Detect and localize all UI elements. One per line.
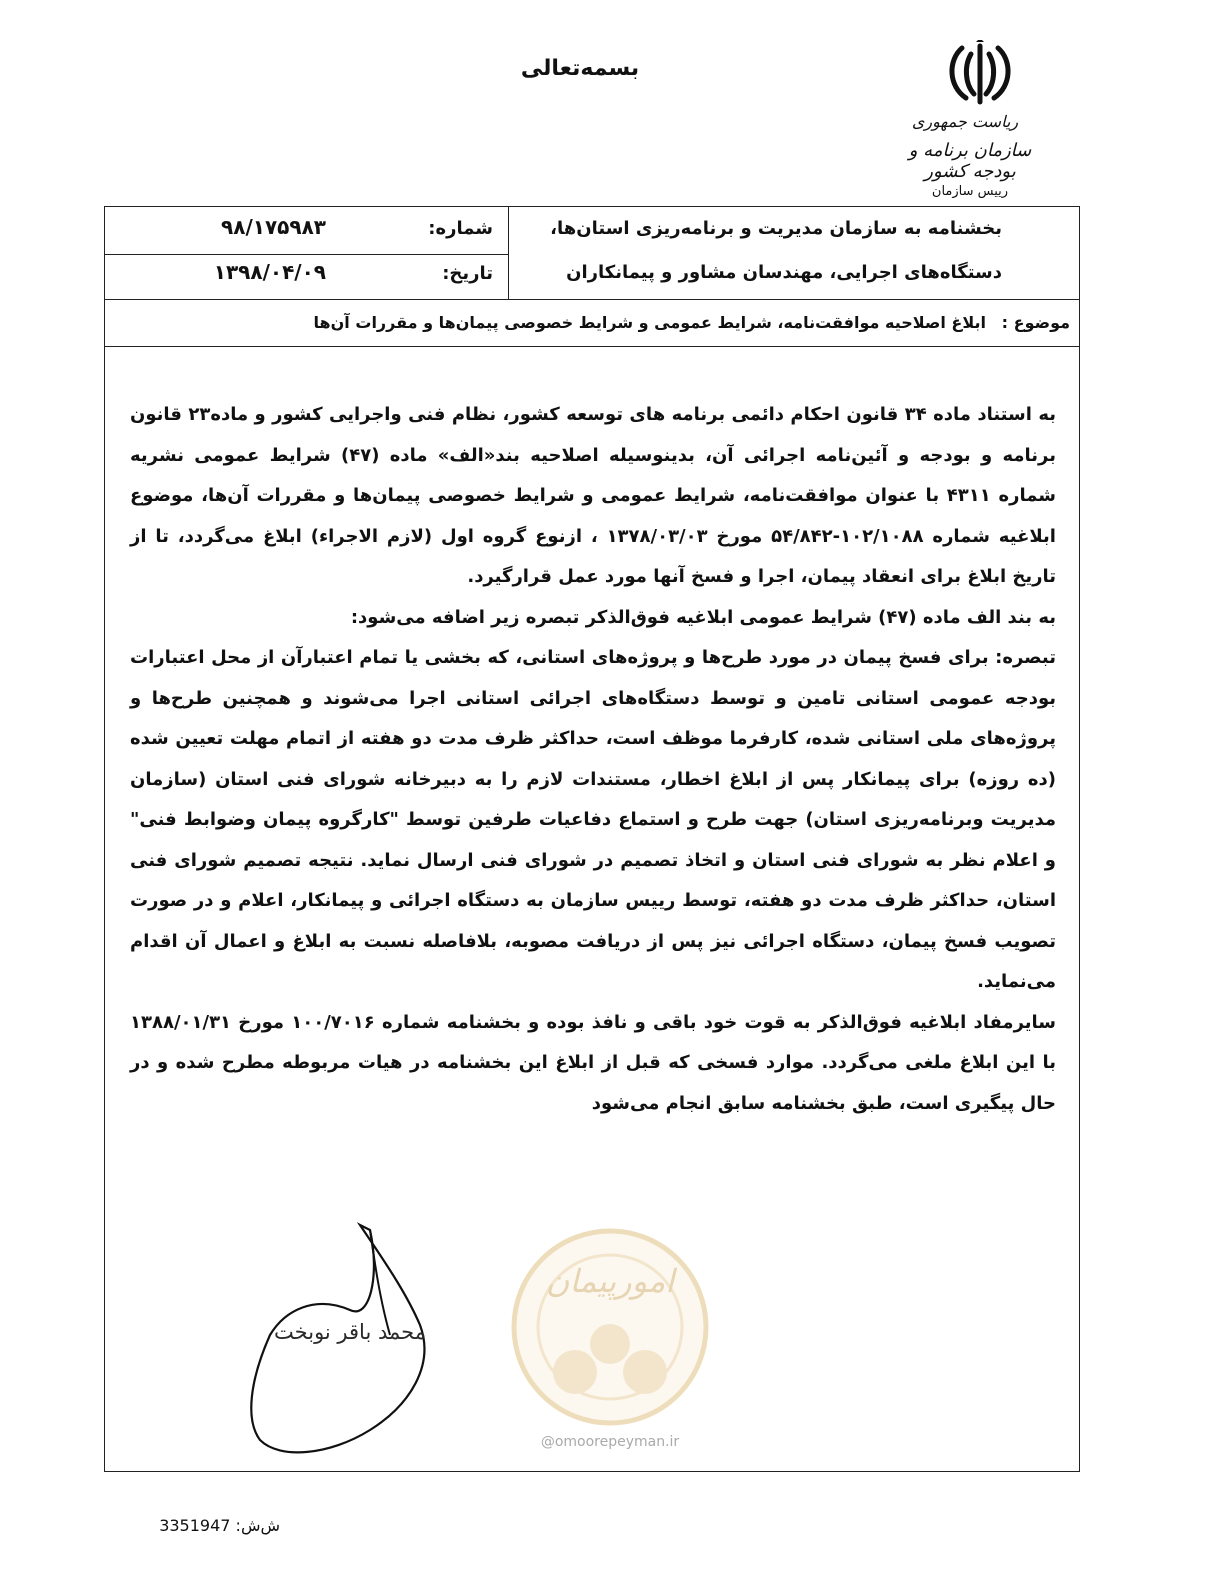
iran-emblem-icon — [940, 40, 1020, 108]
subject-label: موضوع : — [1001, 313, 1070, 332]
meta-divider — [104, 254, 508, 255]
date-label: تاریخ: — [442, 263, 493, 284]
number-value: ۹۸/۱۷۵۹۸۳ — [221, 215, 326, 239]
date-value: ۱۳۹۸/۰۴/۰۹ — [213, 260, 326, 284]
org-line-organization: سازمان برنامه و بودجه کشور — [908, 140, 1032, 182]
body-paragraph-4: سایرمفاد ابلاغیه فوق‌الذکر به قوت خود باقی و نافذ بوده و بخشنامه شماره ۱۰۰/۷۰۱۶ مورخ ۱۳۸۸/۰۱/۳۱ با این ابلاغ ملغی می‌گردد. موارد فسخی که قبل از ابلاغ این بخشنامه در هیات مربوطه مطرح شده و در حال پیگیری است، طبق بخشنامه سابق انجام می‌شود — [130, 1011, 1056, 1114]
serial-label: ش‌ش: — [235, 1516, 280, 1535]
number-label: شماره: — [428, 218, 493, 239]
org-line-presidency: ریاست جمهوری — [911, 112, 1019, 131]
signer-name: محمد باقر نوبخت — [274, 1320, 426, 1344]
serial-value: 3351947 — [159, 1516, 231, 1535]
watermark-site: @omoorepeyman.ir — [540, 1434, 680, 1450]
column-divider — [508, 206, 509, 299]
subject-text: ابلاغ اصلاحیه موافقت‌نامه، شرایط عمومی و شرایط خصوصی پیمان‌ها و مقررات آن‌ها — [313, 313, 986, 332]
body-paragraph-3: تبصره: برای فسخ پیمان در مورد طرح‌ها و پروژه‌های استانی، که بخشی یا تمام اعتبارآن از محل اعتبارات بودجه عمومی استانی تامین و توسط دستگاه‌های اجرائی استانی اجرا می‌شوند و همچنین طرح‌ها و پروژه‌های ملی استانی شده، کارفرما موظف است، حداکثر ظرف مدت دو هفته از اتمام مهلت تعیین شده (ده روزه) برای پیمانکار پس از ابلاغ اخطار، مستندات لازم را به دبیرخانه شورای فنی استان (سازمان مدیریت وبرنامه‌ریزی استان) جهت طرح و استماع دفاعیات طرفین توسط "کارگروه پیمان وضوابط فنی" و اعلام نظر به شورای فنی استان و اتخاذ تصمیم در شورای فنی ارسال نماید. نتیجه تصمیم شورای فنی استان، حداکثر ظرف مدت دو هفته، توسط رییس سازمان به دستگاه اجرائی و پیمانکار، اعلام و در صورت تصویب فسخ پیمان، دستگاه اجرائی نیز پس از دریافت مصوبه، بلافاصله نسبت به ابلاغ و اعمال آن اقدام می‌نماید. — [130, 647, 1056, 992]
addressee-line1: بخشنامه به سازمان مدیریت و برنامه‌ریزی استان‌ها، — [550, 218, 1002, 239]
subject-divider — [104, 346, 1080, 347]
body-paragraph-1: به استناد ماده ۳۴ قانون احکام دائمی برنامه های توسعه کشور، نظام فنی واجرایی کشور و ماده۲۳ قانون برنامه و بودجه و آئین‌نامه اجرائی آن، بدینوسیله اصلاحیه بند«الف» ماده (۴۷) شرایط عمومی نشریه شماره ۴۳۱۱ با عنوان موافقت‌نامه، شرایط عمومی و شرایط خصوصی پیمان‌ها و مقررات آن‌ها، موضوع ابلاغیه شماره ۱۰۲/۱۰۸۸-۵۴/۸۴۲ مورخ ۱۳۷۸/۰۳/۰۳ ، ازنوع گروه اول (لازم الاجراء) ابلاغ می‌گردد، تا از تاریخ ابلاغ برای انعقاد پیمان، اجرا و فسخ آنها مورد عمل قرارگیرد. — [130, 404, 1056, 587]
bismillah-heading: بسمه‌تعالی — [520, 56, 640, 81]
org-title: رییس سازمان — [931, 184, 1009, 199]
signature-mark — [230, 1215, 460, 1475]
addressee-line2: دستگاه‌های اجرایی، مهندسان مشاور و پیمانکاران — [566, 262, 1002, 283]
header-divider — [104, 299, 1080, 300]
letter-body — [130, 395, 1056, 1124]
body-paragraph-2: به بند الف ماده (۴۷) شرایط عمومی ابلاغیه فوق‌الذکر تبصره زیر اضافه می‌شود: — [350, 606, 1056, 628]
svg-text:امورپیمان: امورپیمان — [545, 1262, 675, 1300]
serial-number — [140, 1516, 280, 1535]
